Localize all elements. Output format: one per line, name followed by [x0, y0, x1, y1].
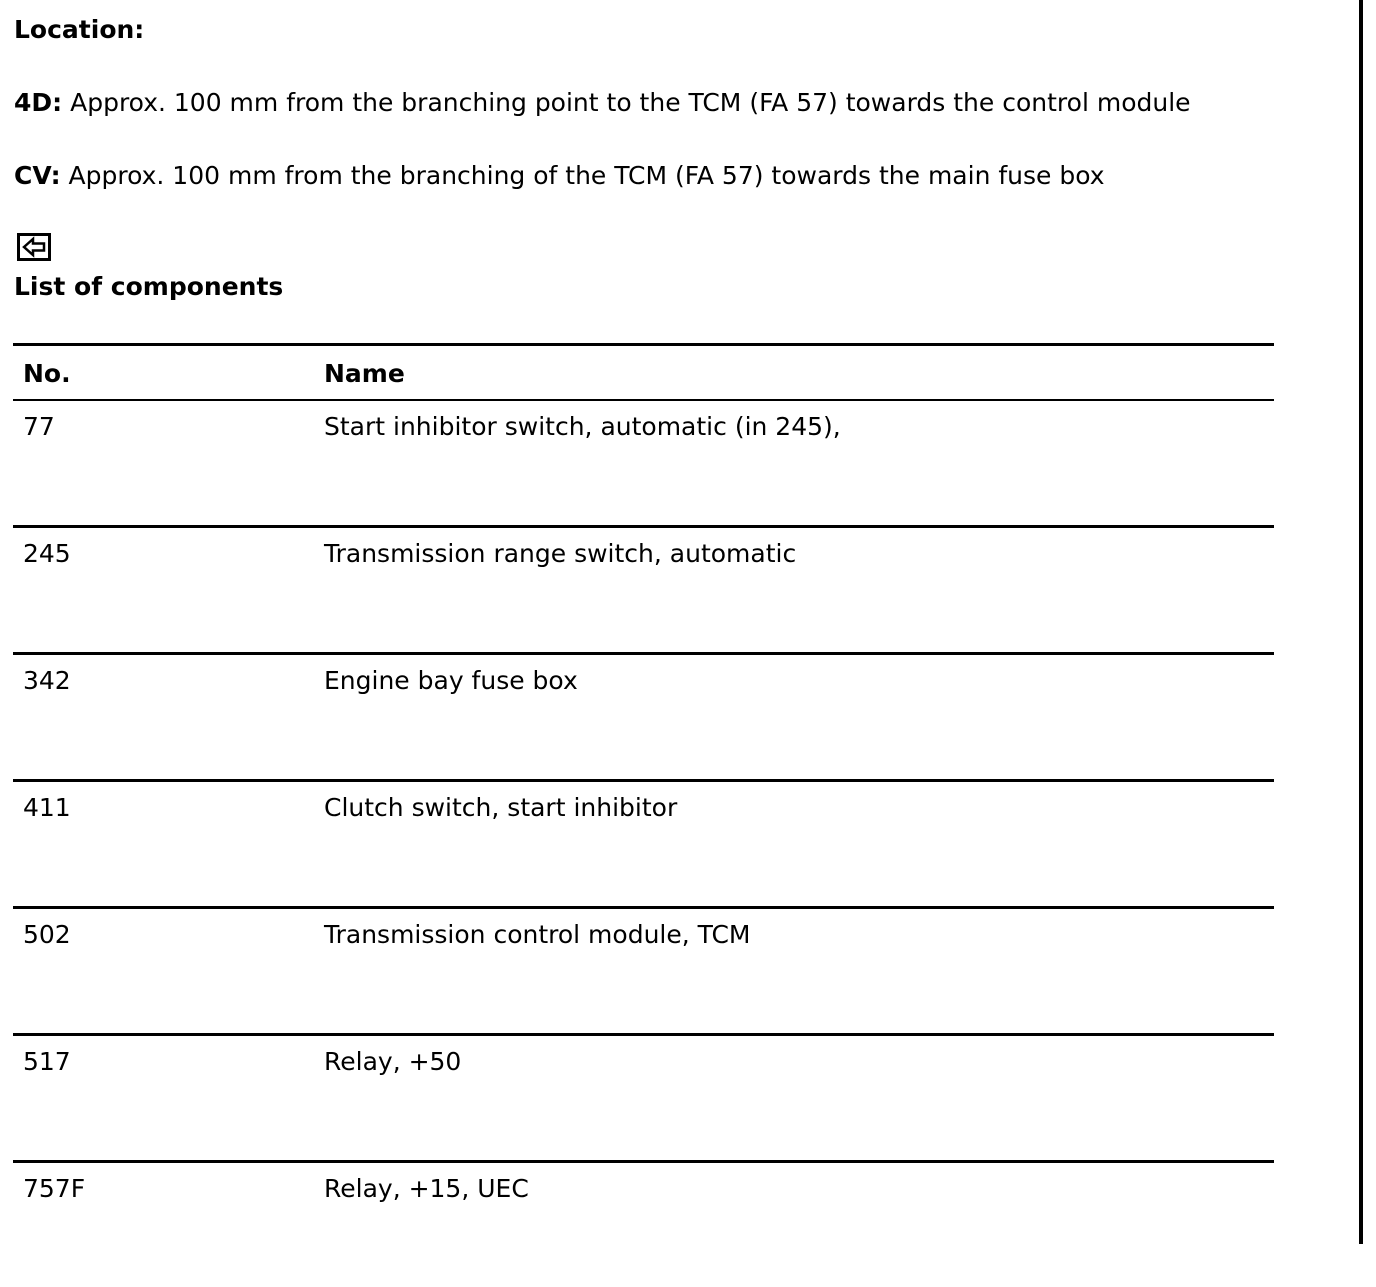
component-number: 517	[23, 1047, 71, 1076]
table-row	[13, 655, 1274, 782]
table-body	[13, 401, 1274, 1287]
back-arrow-icon[interactable]	[17, 233, 51, 261]
component-name: Transmission control module, TCM	[324, 920, 751, 949]
location-text-cv: Approx. 100 mm from the branching of the TCM (FA 57) towards the main fuse box	[60, 161, 1105, 190]
location-line-cv	[14, 160, 1105, 192]
location-label-4d: 4D:	[14, 88, 63, 117]
component-number: 502	[23, 920, 71, 949]
component-name: Relay, +15, UEC	[324, 1174, 529, 1203]
page-right-border	[1359, 0, 1363, 1244]
column-header-name: Name	[324, 359, 405, 388]
location-label-cv: CV:	[14, 161, 61, 190]
table-row	[13, 909, 1274, 1036]
components-heading: List of components	[14, 272, 284, 301]
location-text-4d: Approx. 100 mm from the branching point to the TCM (FA 57) towards the control module	[62, 88, 1191, 117]
component-name: Start inhibitor switch, automatic (in 245),	[324, 412, 841, 441]
column-header-no: No.	[23, 359, 71, 388]
table-row	[13, 782, 1274, 909]
component-number: 411	[23, 793, 71, 822]
component-number: 77	[23, 412, 55, 441]
component-name: Transmission range switch, automatic	[324, 539, 797, 568]
component-name: Engine bay fuse box	[324, 666, 578, 695]
table-row	[13, 1036, 1274, 1163]
table-row	[13, 528, 1274, 655]
table-row	[13, 401, 1274, 528]
component-number: 245	[23, 539, 71, 568]
component-number: 342	[23, 666, 71, 695]
component-number: 757F	[23, 1174, 86, 1203]
table-header-row	[13, 346, 1274, 401]
location-line-4d	[14, 87, 1191, 119]
component-name: Relay, +50	[324, 1047, 462, 1076]
component-name: Clutch switch, start inhibitor	[324, 793, 678, 822]
components-table	[13, 343, 1274, 1287]
table-row	[13, 1163, 1274, 1287]
location-heading: Location:	[14, 15, 145, 44]
